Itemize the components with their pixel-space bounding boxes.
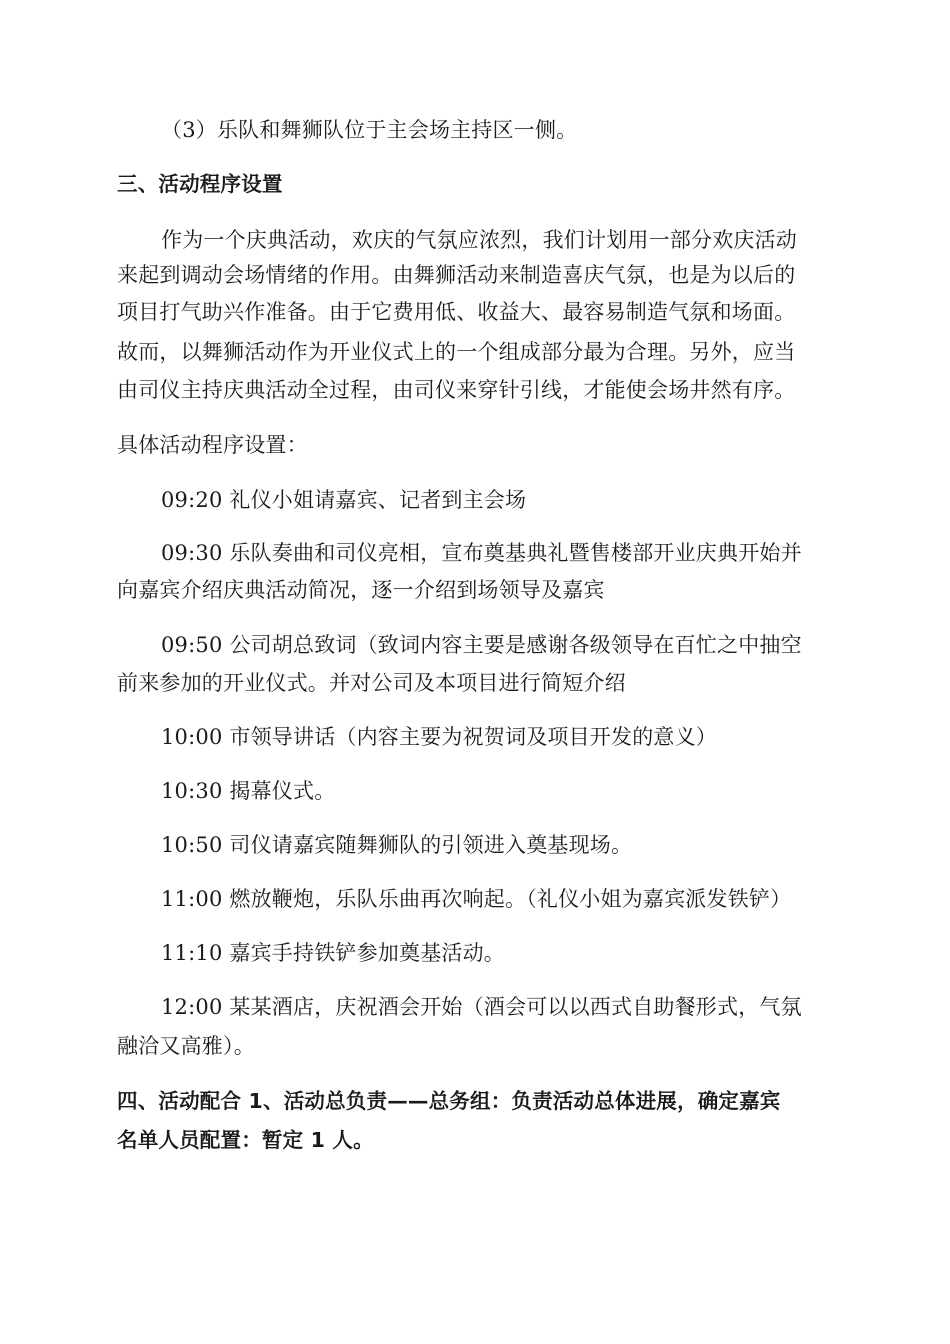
- schedule-item-1000: 10:00 市领导讲话（内容主要为祝贺词及项目开发的意义）: [161, 725, 717, 749]
- section-4-line-1: 四、活动配合 1、活动总负责——总务组：负责活动总体进展，确定嘉宾: [117, 1089, 781, 1113]
- section-4-line-2: 名单人员配置：暂定 1 人。: [117, 1128, 374, 1152]
- schedule-item-0950-cont: 前来参加的开业仪式。并对公司及本项目进行简短介绍: [117, 671, 626, 695]
- schedule-item-1100: 11:00 燃放鞭炮，乐队乐曲再次响起。（礼仪小姐为嘉宾派发铁铲）: [161, 887, 792, 911]
- schedule-item-1200: 12:00 某某酒店，庆祝酒会开始（酒会可以以西式自助餐形式，气氛: [161, 995, 802, 1019]
- schedule-item-0930-cont: 向嘉宾介绍庆典活动简况，逐一介绍到场领导及嘉宾: [117, 578, 605, 602]
- intro-line-1: 作为一个庆典活动，欢庆的气氛应浓烈，我们计划用一部分欢庆活动: [161, 228, 797, 252]
- section-3-heading: 三、活动程序设置: [117, 172, 283, 196]
- schedule-item-1050: 10:50 司仪请嘉宾随舞狮队的引领进入奠基现场。: [161, 833, 633, 857]
- item-3-text: （3）乐队和舞狮队位于主会场主持区一侧。: [161, 118, 578, 142]
- intro-line-3: 项目打气助兴作准备。由于它费用低、收益大、最容易制造气氛和场面。: [117, 300, 796, 324]
- schedule-item-1030: 10:30 揭幕仪式。: [161, 779, 336, 803]
- schedule-item-0930: 09:30 乐队奏曲和司仪亮相，宣布奠基典礼暨售楼部开业庆典开始并: [161, 541, 802, 565]
- schedule-item-1110: 11:10 嘉宾手持铁铲参加奠基活动。: [161, 941, 505, 965]
- schedule-item-0920: 09:20 礼仪小姐请嘉宾、记者到主会场: [161, 488, 527, 512]
- intro-line-5: 由司仪主持庆典活动全过程，由司仪来穿针引线，才能使会场井然有序。: [117, 378, 796, 402]
- schedule-item-1200-cont: 融洽又高雅）。: [117, 1034, 255, 1058]
- schedule-label: 具体活动程序设置：: [117, 433, 308, 457]
- intro-line-4: 故而，以舞狮活动作为开业仪式上的一个组成部分最为合理。另外，应当: [117, 340, 796, 364]
- schedule-item-0950: 09:50 公司胡总致词（致词内容主要是感谢各级领导在百忙之中抽空: [161, 633, 802, 657]
- intro-line-2: 来起到调动会场情绪的作用。由舞狮活动来制造喜庆气氛，也是为以后的: [117, 263, 796, 287]
